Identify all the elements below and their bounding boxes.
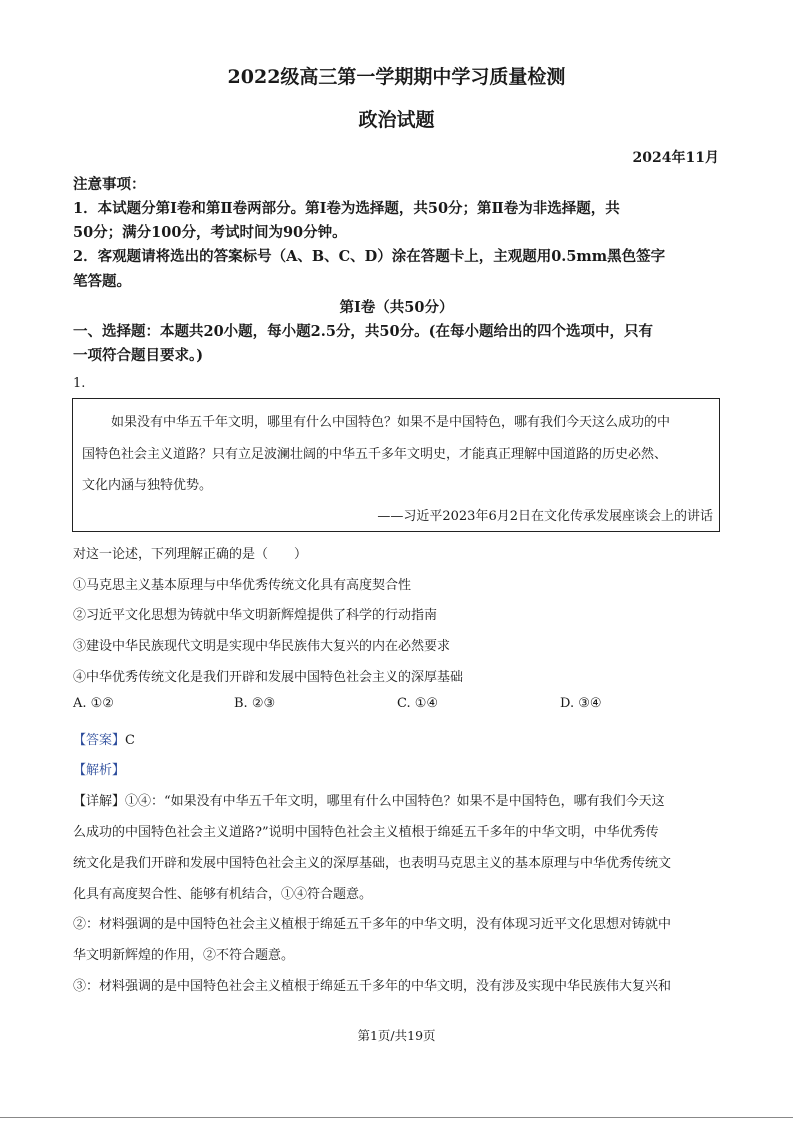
bottom-divider [0, 1117, 793, 1118]
notice-heading: 注意事项： [73, 176, 146, 193]
notice-line: 1．本试题分第Ⅰ卷和第Ⅱ卷两部分。第Ⅰ卷为选择题，共50分；第Ⅱ卷为非选择题，共 [73, 200, 620, 217]
exam-date: 2024年11月 [632, 150, 719, 166]
answer-row [73, 729, 135, 748]
quote-line: 文化内涵与独特优势。 [82, 478, 213, 493]
answer-label: 【答案】 [73, 733, 126, 748]
detail-line: ③：材料强调的是中国特色社会主义植根于绵延五千多年的中华文明，没有涉及实现中华民族伟大复兴和 [73, 979, 672, 994]
page-footer: 第1页/共19页 [357, 1028, 436, 1043]
statement: ①马克思主义基本原理与中华优秀传统文化具有高度契合性 [73, 578, 412, 593]
statement: ④中华优秀传统文化是我们开辟和发展中国特色社会主义的深厚基础 [73, 670, 464, 685]
detail-line: ②：材料强调的是中国特色社会主义植根于绵延五千多年的中华文明，没有体现习近平文化思想对铸就中 [73, 917, 672, 932]
quote-box [72, 398, 720, 532]
detail-line: 化具有高度契合性、能够有机结合，①④符合题意。 [73, 887, 373, 902]
section-heading: 第Ⅰ卷（共50分） [339, 299, 454, 316]
exam-title: 2022级高三第一学期期中学习质量检测 [227, 66, 566, 88]
analysis-label: 【解析】 [73, 763, 126, 778]
option-d: D. ③④ [560, 696, 602, 711]
answer-value: C [125, 733, 135, 748]
statement: ②习近平文化思想为铸就中华文明新辉煌提供了科学的行动指南 [73, 608, 438, 623]
question-stem: 对这一论述，下列理解正确的是（ ） [73, 547, 308, 562]
question-number: 1. [73, 376, 86, 391]
detail-line: 统文化是我们开辟和发展中国特色社会主义的深厚基础，也表明马克思主义的基本原理与中华优秀传统文 [73, 856, 672, 871]
section-instructions: 一项符合题目要求。) [73, 347, 204, 364]
notice-line: 50分；满分100分，考试时间为90分钟。 [73, 224, 347, 241]
detail-line: 么成功的中国特色社会主义道路?”说明中国特色社会主义植根于绵延五千多年的中华文明，中华优秀传 [73, 825, 659, 840]
option-a: A. ①② [73, 696, 114, 711]
statement: ③建设中华民族现代文明是实现中华民族伟大复兴的内在必然要求 [73, 639, 451, 654]
detail-line: 华文明新辉煌的作用，②不符合题意。 [73, 948, 295, 963]
notice-line: 笔答题。 [73, 273, 131, 290]
option-c: C. ①④ [397, 696, 439, 711]
notice-line: 2．客观题请将选出的答案标号（A、B、C、D）涂在答题卡上，主观题用0.5mm黑色签字 [73, 248, 666, 265]
exam-subtitle: 政治试题 [358, 109, 435, 131]
section-instructions: 一、选择题：本题共20小题，每小题2.5分，共50分。(在每小题给出的四个选项中，只有 [73, 323, 653, 340]
quote-line: 如果没有中华五千年文明，哪里有什么中国特色？如果不是中国特色，哪有我们今天这么成功的中 [111, 415, 671, 430]
quote-source: ——习近平2023年6月2日在文化传承发展座谈会上的讲话 [377, 509, 713, 524]
detail-line: 【详解】①④：“如果没有中华五千年文明，哪里有什么中国特色？如果不是中国特色，哪有我们今天这 [73, 794, 665, 809]
quote-line: 国特色社会主义道路？只有立足波澜壮阔的中华五千多年文明史，才能真正理解中国道路的历史必然、 [82, 447, 668, 462]
option-b: B. ②③ [234, 696, 276, 711]
